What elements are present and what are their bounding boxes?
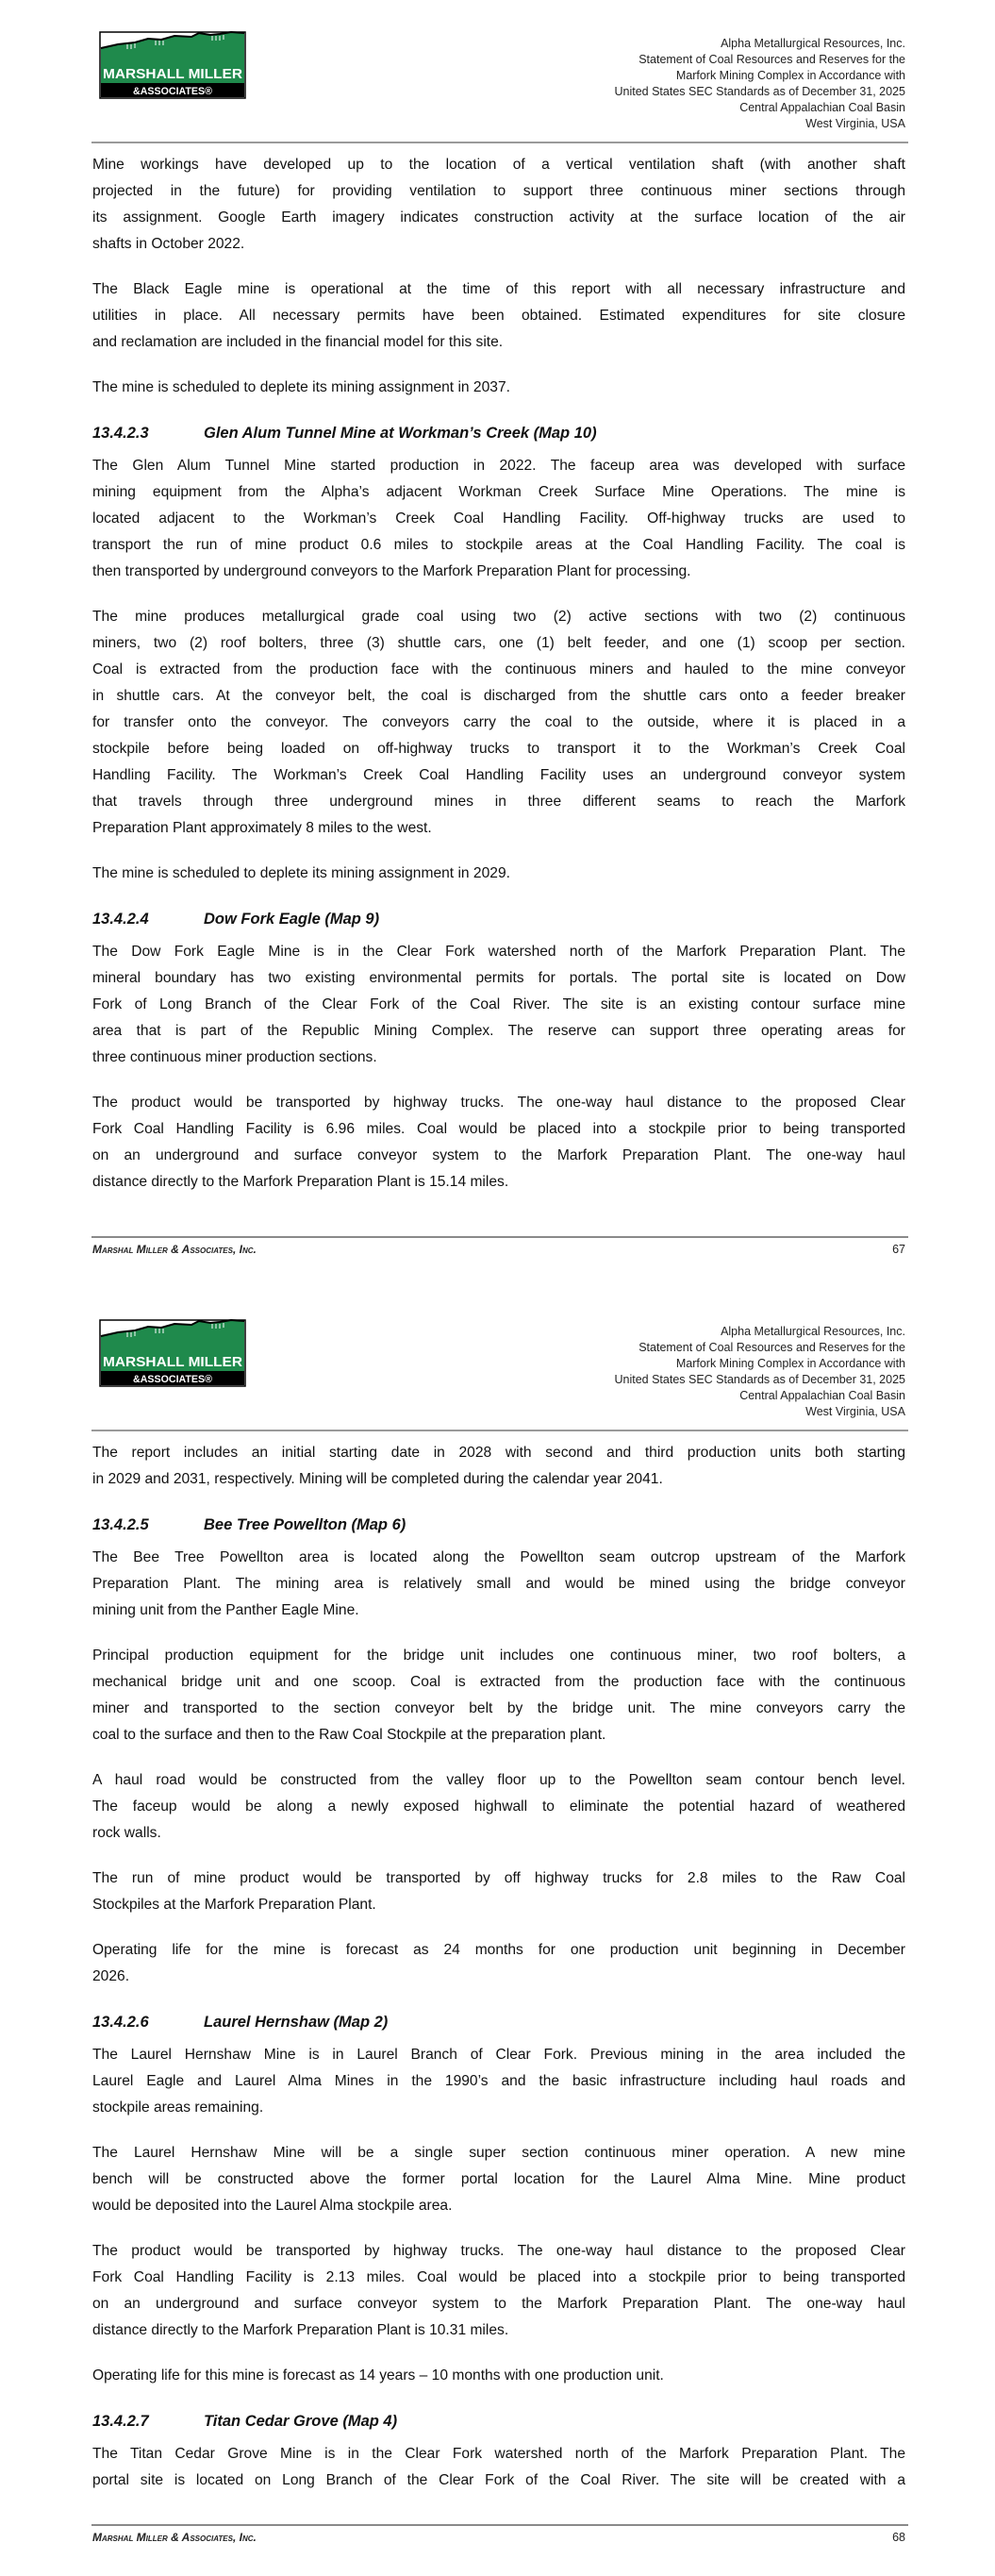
page-number: 68 [892,2531,905,2544]
page-body [92,152,905,1214]
page-body [92,1440,905,2513]
header-location: West Virginia, USA [805,1405,905,1418]
header-complex: Marfork Mining Complex in Accordance with [675,69,905,82]
paragraph-line: utilities in place. All necessary permits have been obtained. Estimated expenditures for site closure [92,308,905,324]
marshall-miller-logo [99,1319,246,1387]
paragraph-line: located adjacent to the Workman’s Creek Coal Handling Facility. Off-highway trucks are used to [92,510,905,527]
body-paragraph [92,2363,905,2389]
body-paragraph [92,152,905,258]
paragraph-line: Mine workings have developed up to the location of a vertical ventilation shaft (with another shaft [92,157,905,173]
body-paragraph [92,1090,905,1196]
header-location: West Virginia, USA [805,117,905,130]
section-number: 13.4.2.7 [92,2413,149,2430]
paragraph-line: that travels through three underground mines in three different seams to reach the Marfork [92,794,905,810]
section-title: Bee Tree Powellton (Map 6) [204,1516,406,1533]
section-number: 13.4.2.3 [92,425,149,442]
body-paragraph [92,861,905,887]
body-paragraph [92,375,905,401]
header-statement: Statement of Coal Resources and Reserves for the [638,1341,905,1354]
paragraph-line: area that is part of the Republic Mining Complex. The reserve can support three operating areas for [92,1023,905,1039]
paragraph-line: its assignment. Google Earth imagery indicates construction activity at the surface location of the air [92,209,905,226]
paragraph-line: Preparation Plant. The mining area is relatively small and would be mined using the bridge conveyor [92,1576,905,1592]
paragraph-line: miners, two (2) roof bolters, three (3) shuttle cars, one (1) belt feeder, and one (1) scoop per section. [92,635,905,651]
header-company: Alpha Metallurgical Resources, Inc. [721,37,905,50]
paragraph-line: coal to the surface and then to the Raw Coal Stockpile at the preparation plant. [92,1727,606,1743]
paragraph-line: Operating life for the mine is forecast as 24 months for one production unit beginning in December [92,1942,905,1958]
footer-divider [91,1236,908,1238]
section-number: 13.4.2.4 [92,911,149,928]
body-paragraph [92,2441,905,2494]
paragraph-line: The product would be transported by highway trucks. The one-way haul distance to the proposed Clear [92,1095,905,1111]
document-page [0,1288,995,2576]
svg-text:MARSHALL MILLER: MARSHALL MILLER [103,66,243,82]
paragraph-line: rock walls. [92,1825,161,1841]
body-paragraph [92,1865,905,1918]
paragraph-line: and reclamation are included in the financial model for this site. [92,334,504,350]
paragraph-line: in shuttle cars. At the conveyor belt, the coal is discharged from the shuttle cars onto a feeder breaker [92,688,905,704]
body-paragraph [92,604,905,842]
paragraph-line: The mine is scheduled to deplete its mining assignment in 2037. [92,379,510,395]
header-complex: Marfork Mining Complex in Accordance with [675,1357,905,1370]
section-heading [92,2009,905,2035]
paragraph-line: Principal production equipment for the bridge unit includes one continuous miner, two roof bolters, a [92,1648,905,1664]
paragraph-line: The Laurel Hernshaw Mine will be a single super section continuous miner operation. A new mine [92,2145,905,2161]
paragraph-line: Operating life for this mine is forecast as 14 years – 10 months with one production unit. [92,2367,664,2384]
report-header [614,36,905,132]
paragraph-line: The mine produces metallurgical grade coal using two (2) active sections with two (2) continuous [92,609,905,625]
paragraph-line: would be deposited into the Laurel Alma stockpile area. [92,2198,453,2214]
section-number: 13.4.2.6 [92,2014,149,2031]
paragraph-line: The Black Eagle mine is operational at the time of this report with all necessary infrastructure and [92,281,905,297]
paragraph-line: for transfer onto the conveyor. The conveyors carry the coal to the outside, where it is placed in a [92,714,905,730]
header-company: Alpha Metallurgical Resources, Inc. [721,1325,905,1338]
body-paragraph [92,1545,905,1624]
section-title: Dow Fork Eagle (Map 9) [204,911,380,928]
paragraph-line: Fork of Long Branch of the Clear Fork of the Coal River. The site is an existing contour surface mine [92,996,905,1012]
section-title: Glen Alum Tunnel Mine at Workman’s Creek (Map 10) [204,425,597,442]
page-number: 67 [892,1243,905,1256]
paragraph-line: The Dow Fork Eagle Mine is in the Clear Fork watershed north of the Marfork Preparation Plant. The [92,944,905,960]
section-heading [92,2408,905,2434]
section-title: Titan Cedar Grove (Map 4) [204,2413,398,2430]
section-title: Laurel Hernshaw (Map 2) [204,2014,389,2031]
body-paragraph [92,939,905,1071]
svg-text:&ASSOCIATES®: &ASSOCIATES® [133,1374,212,1385]
paragraph-line: The Laurel Hernshaw Mine is in Laurel Branch of Clear Fork. Previous mining in the area included the [92,2047,905,2063]
body-paragraph [92,1937,905,1990]
paragraph-line: The run of mine product would be transported by off highway trucks for 2.8 miles to the Raw Coal [92,1870,905,1886]
paragraph-line: portal site is located on Long Branch of the Clear Fork of the Coal River. The site will be created with a [92,2472,905,2488]
paragraph-line: distance directly to the Marfork Preparation Plant is 15.14 miles. [92,1174,509,1190]
paragraph-line: stockpile before being loaded on off-highway trucks to transport it to the Workman’s Creek Coal [92,741,905,757]
footer-company: Marshal Miller & Associates, Inc. [92,1243,257,1256]
paragraph-line: transport the run of mine product 0.6 miles to stockpile areas at the Coal Handling Facility. The coal is [92,537,905,553]
paragraph-line: 2026. [92,1968,130,1984]
paragraph-line: Handling Facility. The Workman’s Creek Coal Handling Facility uses an underground conveyor system [92,767,905,783]
paragraph-line: miner and transported to the section conveyor belt by the bridge unit. The mine conveyors carry the [92,1700,905,1716]
paragraph-line: The report includes an initial starting date in 2028 with second and third production units both starting [92,1445,905,1461]
body-paragraph [92,2042,905,2121]
paragraph-line: mining equipment from the Alpha’s adjacent Workman Creek Surface Mine Operations. The mine is [92,484,905,500]
paragraph-line: The product would be transported by highway trucks. The one-way haul distance to the proposed Clear [92,2243,905,2259]
paragraph-line: three continuous miner production sections. [92,1049,377,1065]
paragraph-line: distance directly to the Marfork Preparation Plant is 10.31 miles. [92,2322,509,2338]
paragraph-line: The mine is scheduled to deplete its mining assignment in 2029. [92,865,510,881]
paragraph-line: mining unit from the Panther Eagle Mine. [92,1602,359,1618]
paragraph-line: projected in the future) for providing ventilation to support three continuous miner sections through [92,183,905,199]
section-heading [92,906,905,932]
header-divider [91,1430,908,1431]
paragraph-line: on an underground and surface conveyor system to the Marfork Preparation Plant. The one-way haul [92,1147,905,1163]
paragraph-line: on an underground and surface conveyor system to the Marfork Preparation Plant. The one-way haul [92,2296,905,2312]
paragraph-line: Coal is extracted from the production face with the continuous miners and hauled to the mine conveyor [92,661,905,677]
body-paragraph [92,276,905,356]
paragraph-line: stockpile areas remaining. [92,2099,264,2116]
section-heading [92,420,905,446]
paragraph-line: Preparation Plant approximately 8 miles to the west. [92,820,432,836]
body-paragraph [92,453,905,585]
body-paragraph [92,1767,905,1847]
body-paragraph [92,2140,905,2219]
paragraph-line: shafts in October 2022. [92,236,245,252]
body-paragraph [92,1440,905,1493]
paragraph-line: Fork Coal Handling Facility is 6.96 miles. Coal would be placed into a stockpile prior to being transported [92,1121,905,1137]
paragraph-line: Laurel Eagle and Laurel Alma Mines in the 1990’s and the basic infrastructure including haul roads and [92,2073,905,2089]
paragraph-line: Fork Coal Handling Facility is 2.13 miles. Coal would be placed into a stockpile prior to being transported [92,2269,905,2285]
paragraph-line: A haul road would be constructed from the valley floor up to the Powellton seam contour bench level. [92,1772,905,1788]
paragraph-line: The Titan Cedar Grove Mine is in the Clear Fork watershed north of the Marfork Preparation Plant. The [92,2446,905,2462]
paragraph-line: The Glen Alum Tunnel Mine started production in 2022. The faceup area was developed with surface [92,458,905,474]
paragraph-line: then transported by underground conveyors to the Marfork Preparation Plant for processing. [92,563,691,579]
report-header [614,1324,905,1420]
paragraph-line: in 2029 and 2031, respectively. Mining will be completed during the calendar year 2041. [92,1471,663,1487]
svg-text:&ASSOCIATES®: &ASSOCIATES® [133,86,212,97]
paragraph-line: mechanical bridge unit and one scoop. Coal is extracted from the production face with the continuous [92,1674,905,1690]
header-standards: United States SEC Standards as of December 31, 2025 [614,1373,905,1386]
paragraph-line: Stockpiles at the Marfork Preparation Plant. [92,1897,376,1913]
body-paragraph [92,1643,905,1748]
paragraph-line: The faceup would be along a newly exposed highwall to eliminate the potential hazard of weathered [92,1798,905,1815]
footer-company: Marshal Miller & Associates, Inc. [92,2531,257,2544]
paragraph-line: mineral boundary has two existing environmental permits for portals. The portal site is located on Dow [92,970,905,986]
marshall-miller-logo [99,31,246,99]
header-basin: Central Appalachian Coal Basin [739,101,905,114]
header-basin: Central Appalachian Coal Basin [739,1389,905,1402]
body-paragraph [92,2238,905,2344]
paragraph-line: The Bee Tree Powellton area is located along the Powellton seam outcrop upstream of the Marfork [92,1549,905,1565]
header-statement: Statement of Coal Resources and Reserves for the [638,53,905,66]
paragraph-line: bench will be constructed above the former portal location for the Laurel Alma Mine. Mine product [92,2171,905,2187]
section-heading [92,1512,905,1538]
section-number: 13.4.2.5 [92,1516,149,1533]
svg-text:MARSHALL MILLER: MARSHALL MILLER [103,1354,243,1370]
header-standards: United States SEC Standards as of December 31, 2025 [614,85,905,98]
footer-divider [91,2524,908,2526]
header-divider [91,142,908,143]
